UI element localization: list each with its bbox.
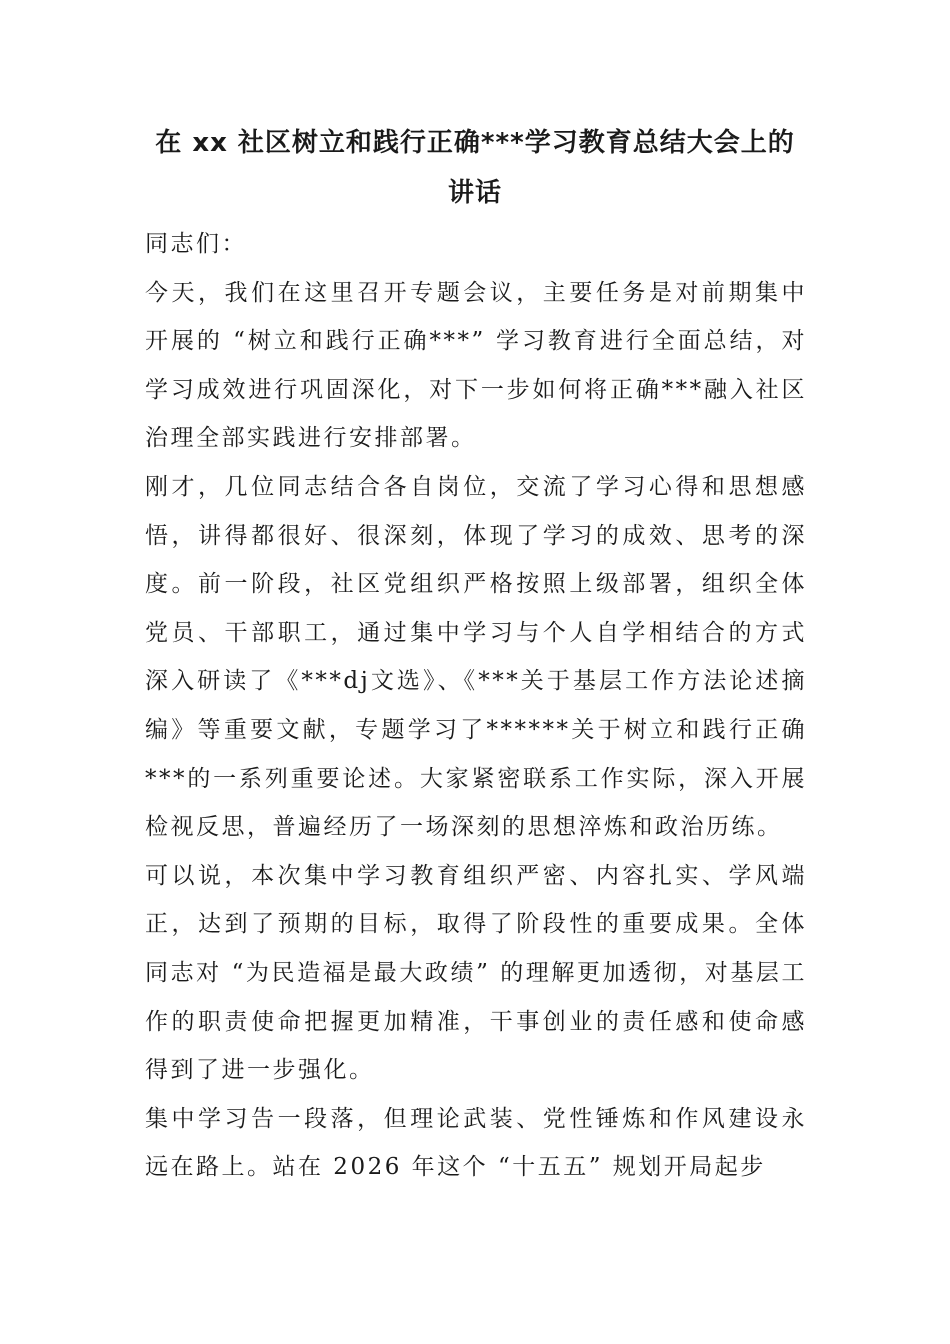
document-title: 在 xx 社区树立和践行正确***学习教育总结大会上的讲话 bbox=[155, 128, 795, 208]
salutation: 同志们： bbox=[145, 231, 247, 257]
paragraph-2: 刚才，几位同志结合各自岗位，交流了学习心得和思想感悟，讲得都很好、很深刻，体现了学习的成效、思考的深度。前一阶段，社区党组织严格按照上级部署，组织全体党员、干部职工，通过集中学习与个人自学相结合的方式深入研读了《***dj文选》、《***关于基层工作方法论述摘编》等重要文献，专题学习了******关于树立和践行正确***的一系列重要论述。大家紧密联系工作实际，深入开展检视反思，普遍经历了一场深刻的思想淬炼和政治历练。 bbox=[145, 473, 807, 841]
document-body bbox=[145, 220, 807, 1192]
paragraph-4: 集中学习告一段落，但理论武装、党性锤炼和作风建设永远在路上。站在 2026 年这个 “十五五” 规划开局起步 bbox=[145, 1105, 807, 1181]
paragraph-1: 今天，我们在这里召开专题会议，主要任务是对前期集中开展的 “树立和践行正确***” 学习教育进行全面总结，对学习成效进行巩固深化，对下一步如何将正确***融入社区治理全部实践进行安排部署。 bbox=[145, 279, 807, 452]
paragraph-3: 可以说，本次集中学习教育组织严密、内容扎实、学风端正，达到了预期的目标，取得了阶段性的重要成果。全体同志对 “为民造福是最大政绩” 的理解更加透彻，对基层工作的职责使命把握更加精准，干事创业的责任感和使命感得到了进一步强化。 bbox=[145, 862, 807, 1084]
